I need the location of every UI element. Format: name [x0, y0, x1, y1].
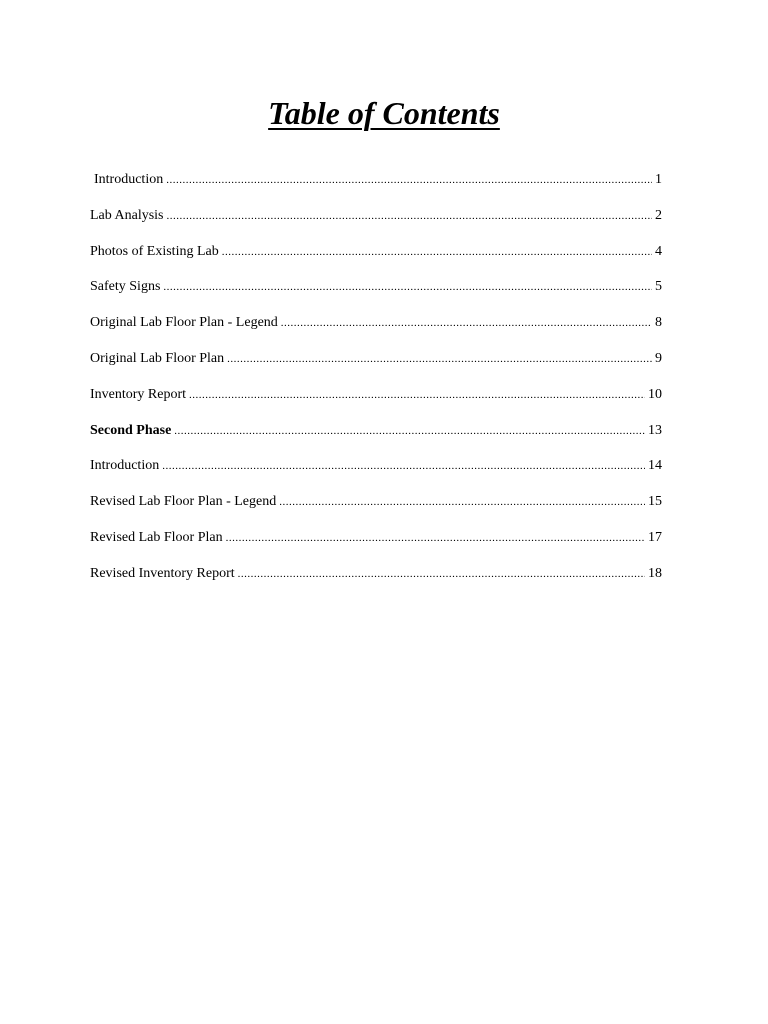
dot-leader [189, 381, 645, 409]
toc-entry [90, 166, 662, 202]
toc-entry-page: 9 [655, 350, 662, 366]
toc-entry-title: Revised Lab Floor Plan - Legend [90, 494, 277, 510]
toc-entry [90, 524, 662, 560]
toc-entry-title: Safety Signs [90, 279, 161, 295]
toc-entry-title: Inventory Report [90, 386, 187, 402]
toc-entry-page: 1 [655, 172, 662, 187]
toc-entry-page: 13 [648, 422, 662, 438]
toc-entry-title: Lab Analysis [90, 207, 164, 223]
dot-leader [279, 488, 645, 516]
toc-entry [90, 238, 662, 274]
dot-leader [162, 452, 645, 480]
toc-entry-title: Introduction [90, 458, 160, 474]
dot-leader [167, 202, 653, 230]
dot-leader [222, 238, 652, 266]
dot-leader [281, 309, 652, 337]
page-title: Table of Contents [268, 95, 500, 131]
table-of-contents [90, 166, 662, 596]
toc-entry [90, 381, 662, 417]
dot-leader [166, 166, 652, 194]
toc-entry-title: Original Lab Floor Plan - Legend [90, 315, 278, 331]
toc-entry [90, 488, 662, 524]
toc-entry-page: 4 [655, 243, 662, 259]
toc-entry-page: 2 [655, 207, 662, 223]
toc-entry [90, 560, 662, 596]
toc-entry [90, 345, 662, 381]
toc-entry-page: 15 [648, 494, 662, 510]
toc-entry-title: Second Phase [90, 422, 172, 438]
dot-leader [238, 560, 645, 588]
toc-entry-page: 10 [648, 386, 662, 402]
dot-leader [174, 417, 645, 445]
toc-entry-page: 14 [648, 458, 662, 474]
toc-entry [90, 309, 662, 345]
toc-entry-page: 5 [655, 279, 662, 295]
toc-entry [90, 273, 662, 309]
toc-entry-title: Revised Inventory Report [90, 565, 235, 581]
dot-leader [226, 524, 645, 552]
toc-entry [90, 202, 662, 238]
toc-entry-title: Revised Lab Floor Plan [90, 529, 223, 545]
toc-entry-title: Original Lab Floor Plan [90, 350, 225, 366]
toc-entry-page: 17 [648, 529, 662, 545]
toc-entry-page: 18 [648, 565, 662, 581]
dot-leader [227, 345, 652, 373]
dot-leader [163, 273, 652, 301]
toc-entry [90, 452, 662, 488]
toc-entry-page: 8 [655, 315, 662, 331]
toc-entry-title: Photos of Existing Lab [90, 243, 219, 259]
toc-entry-section-heading [90, 417, 662, 453]
toc-entry-title: Introduction [94, 172, 164, 187]
